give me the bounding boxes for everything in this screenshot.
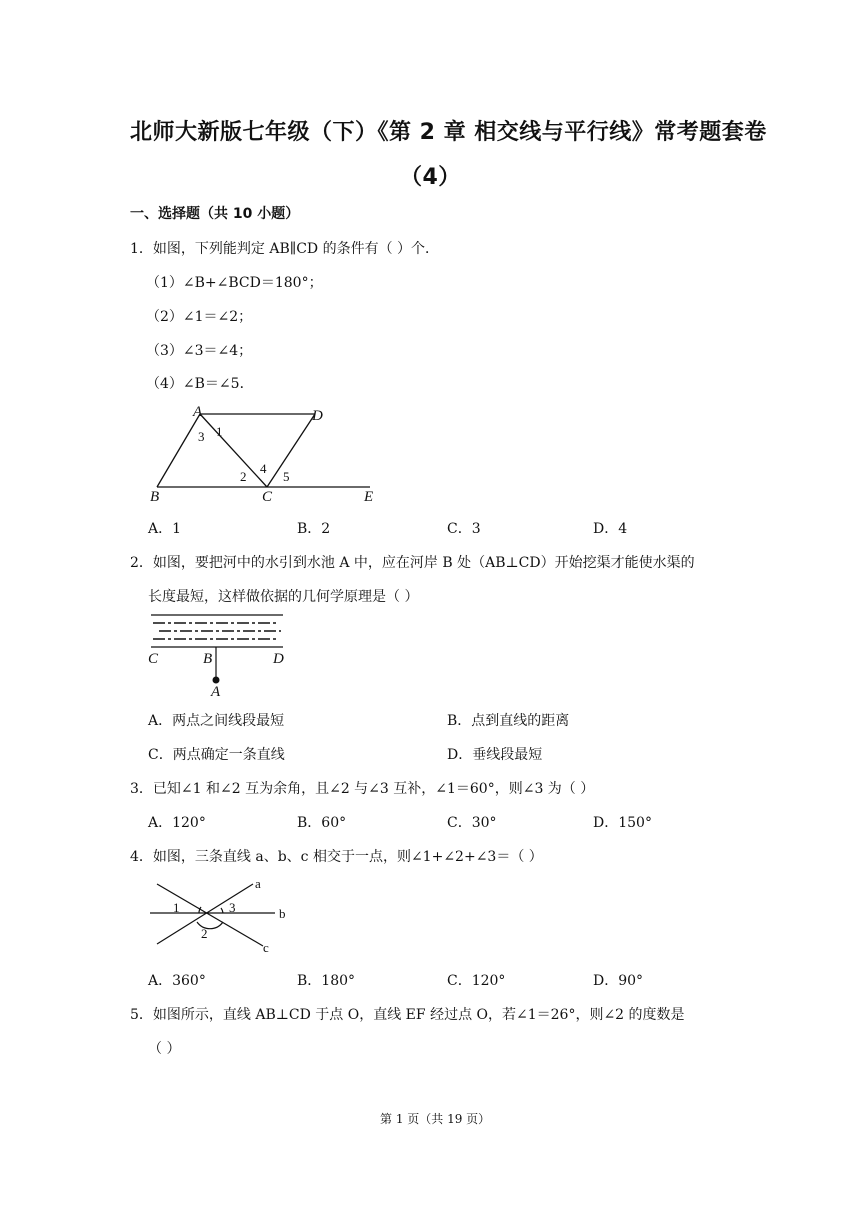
angle-arc-3 xyxy=(221,908,223,913)
label-c: c xyxy=(263,940,269,955)
question-3-option-a: A．120° xyxy=(148,815,206,831)
page-title-line2: （4） xyxy=(400,165,461,190)
question-3-stem: 3．已知∠1 和∠2 互为余角，且∠2 与∠3 互补，∠1＝60°，则∠3 为（ ） xyxy=(130,781,595,797)
label-angle-5: 5 xyxy=(283,469,290,484)
label-A: A xyxy=(193,404,203,420)
question-3-option-b: B．60° xyxy=(297,815,347,831)
label-angle-2: 2 xyxy=(201,926,208,941)
question-2-option-d: D．垂线段最短 xyxy=(447,747,543,763)
pool-point-A xyxy=(213,677,220,684)
label-angle-3: 3 xyxy=(198,429,205,444)
label-C: C xyxy=(262,489,273,505)
question-2-option-a: A．两点之间线段最短 xyxy=(148,713,285,729)
label-B: B xyxy=(203,651,213,667)
section-heading: 一、选择题（共 10 小题） xyxy=(130,206,300,222)
line-AC xyxy=(200,414,267,487)
question-4-figure xyxy=(145,872,295,956)
line-AB xyxy=(157,414,200,487)
question-2-option-b: B．点到直线的距离 xyxy=(447,713,570,729)
question-1-condition-2: （2）∠1＝∠2； xyxy=(146,309,253,325)
page-number-footer: 第 1 页（共 19 页） xyxy=(380,1112,491,1126)
question-4-option-a: A．360° xyxy=(148,973,206,989)
question-2-option-c: C．两点确定一条直线 xyxy=(148,747,285,763)
question-1-option-b: B．2 xyxy=(297,521,331,537)
question-1-figure xyxy=(145,402,390,506)
label-angle-1: 1 xyxy=(216,424,223,439)
question-3-option-c: C．30° xyxy=(447,815,497,831)
label-a: a xyxy=(255,876,261,891)
label-C: C xyxy=(148,651,159,667)
question-1-condition-1: （1）∠B+∠BCD＝180°； xyxy=(146,275,323,291)
line-DC xyxy=(267,414,315,487)
question-1-option-c: C．3 xyxy=(447,521,481,537)
question-1-option-d: D．4 xyxy=(593,521,628,537)
question-2-stem-line2: 长度最短，这样做依据的几何学原理是（ ） xyxy=(148,589,419,605)
page-title-line1: 北师大新版七年级（下）《第 2 章 相交线与平行线》常考题套卷 xyxy=(130,120,767,145)
label-angle-2: 2 xyxy=(240,469,247,484)
question-5-stem-line2: （ ） xyxy=(148,1041,181,1057)
label-b: b xyxy=(279,906,286,921)
question-2-figure xyxy=(145,610,295,700)
question-4-stem: 4．如图，三条直线 a、b、c 相交于一点，则∠1+∠2+∠3＝（ ） xyxy=(130,849,543,865)
question-1-option-a: A．1 xyxy=(148,521,182,537)
question-4-option-d: D．90° xyxy=(593,973,644,989)
label-angle-1: 1 xyxy=(173,900,180,915)
question-1-condition-3: （3）∠3＝∠4； xyxy=(146,343,253,359)
label-angle-4: 4 xyxy=(260,461,267,476)
question-4-option-b: B．180° xyxy=(297,973,356,989)
label-B: B xyxy=(150,489,160,505)
label-angle-3: 3 xyxy=(229,900,236,915)
label-D: D xyxy=(312,408,323,424)
line-c xyxy=(157,884,263,946)
question-2-stem-line1: 2．如图，要把河中的水引到水池 A 中，应在河岸 B 处（AB⊥CD）开始挖渠才能使水渠的 xyxy=(130,555,695,571)
label-E: E xyxy=(364,489,374,505)
question-1-stem: 1．如图，下列能判定 AB∥CD 的条件有（ ）个． xyxy=(130,241,440,257)
question-4-option-c: C．120° xyxy=(447,973,506,989)
question-1-condition-4: （4）∠B＝∠5． xyxy=(146,376,254,392)
label-A: A xyxy=(211,684,221,700)
label-D: D xyxy=(273,651,284,667)
question-5-stem-line1: 5．如图所示，直线 AB⊥CD 于点 O，直线 EF 经过点 O，若∠1＝26°，则∠2 的度数是 xyxy=(130,1007,685,1023)
question-3-option-d: D．150° xyxy=(593,815,652,831)
